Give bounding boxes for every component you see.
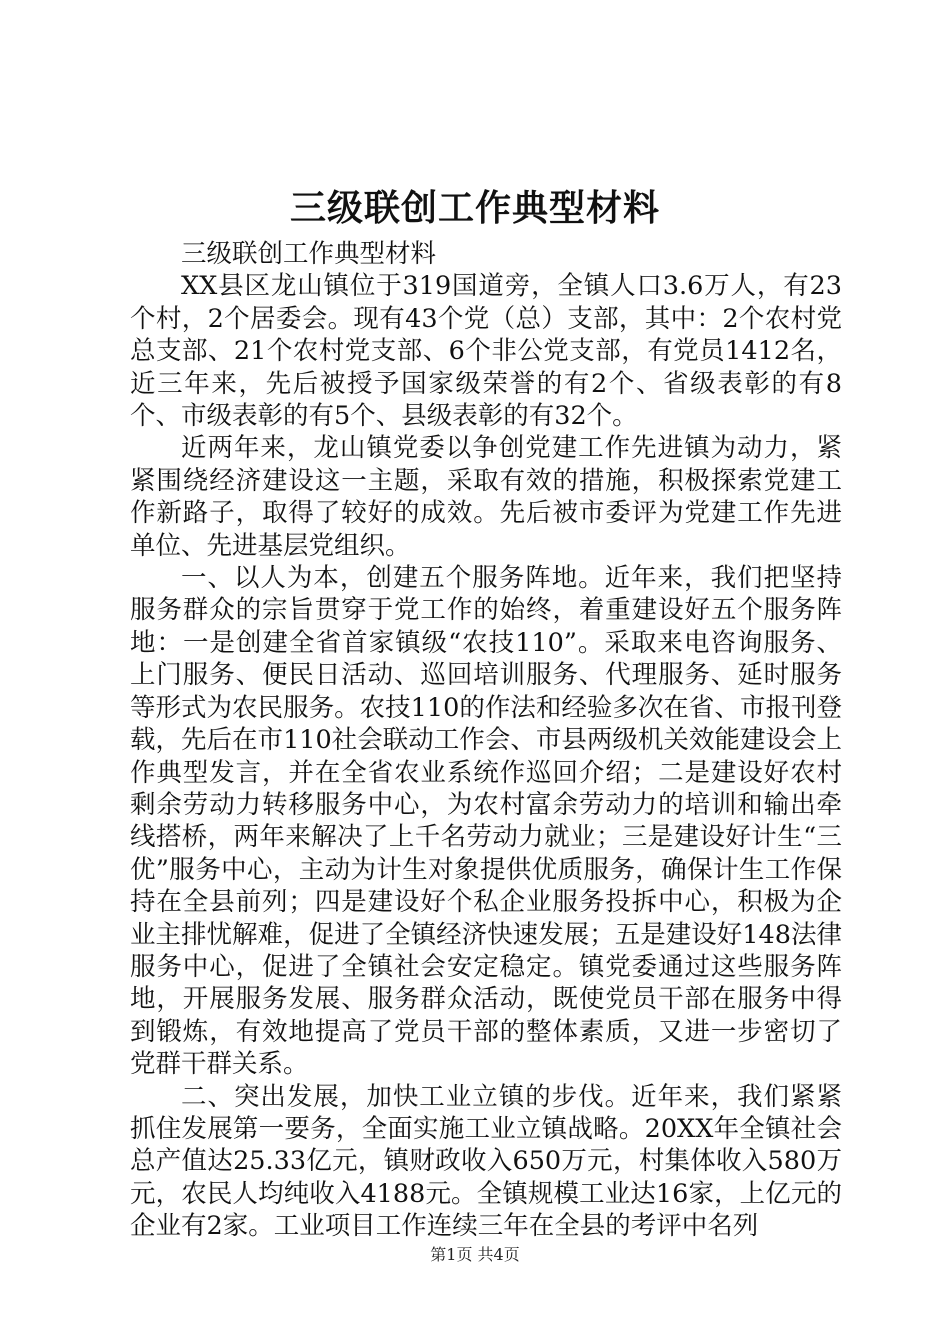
paragraph-subtitle: 三级联创工作典型材料 xyxy=(181,239,437,269)
document-body xyxy=(130,238,842,1243)
paragraph-achievements: 近两年来，龙山镇党委以争创党建工作先进镇为动力，紧紧围绕经济建设这一主题，采取有效的措施，积极探索党建工作新路子，取得了较好的成效。先后被市委评为党建工作先进单位、先进基层党组织。 xyxy=(130,433,842,561)
document-title: 三级联创工作典型材料 xyxy=(289,187,660,229)
paragraph-industry: 二、突出发展，加快工业立镇的步伐。近年来，我们紧紧抓住发展第一要务，全面实施工业立镇战略。20XX年全镇社会总产值达25.33亿元，镇财政收入650万元，村集体收入580万元，农民人均纯收入4188元。全镇规模工业达16家，上亿元的企业有2家。工业项目工作连续三年在全县的考评中名列 xyxy=(130,1081,842,1242)
paragraph-service-bases: 一、以人为本，创建五个服务阵地。近年来，我们把坚持服务群众的宗旨贯穿于党工作的始终，着重建设好五个服务阵地：一是创建全省首家镇级“农技110”。采取来电咨询服务、上门服务、便民日活动、巡回培训服务、代理服务、延时服务等形式为农民服务。农技110的作法和经验多次在省、市报刊登载，先后在市110社会联动工作会、市县两级机关效能建设会上作典型发言，并在全省农业系统作巡回介绍；二是建设好农村剩余劳动力转移服务中心，为农村富余劳动力的培训和输出牵线搭桥，两年来解决了上千名劳动力就业；三是建设好计生“三优”服务中心，主动为计生对象提供优质服务，确保计生工作保持在全县前列；四是建设好个私企业服务投拆中心，积极为企业主排忧解难，促进了全镇经济快速发展；五是建设好148法律服务中心，促进了全镇社会安定稳定。镇党委通过这些服务阵地，开展服务发展、服务群众活动，既使党员干部在服务中得到锻炼，有效地提高了党员干部的整体素质，又进一步密切了党群干群关系。 xyxy=(130,563,842,1080)
paragraph-overview: XX县区龙山镇位于319国道旁，全镇人口3.6万人，有23个村，2个居委会。现有43个党（总）支部，其中：2个农村党总支部、21个农村党支部、6个非公党支部，有党员1412名，近三年来，先后被授予国家级荣誉的有2个、省级表彰的有8个、市级表彰的有5个、县级表彰的有32个。 xyxy=(130,271,842,432)
page-footer: 第1页 共4页 xyxy=(430,1245,520,1264)
